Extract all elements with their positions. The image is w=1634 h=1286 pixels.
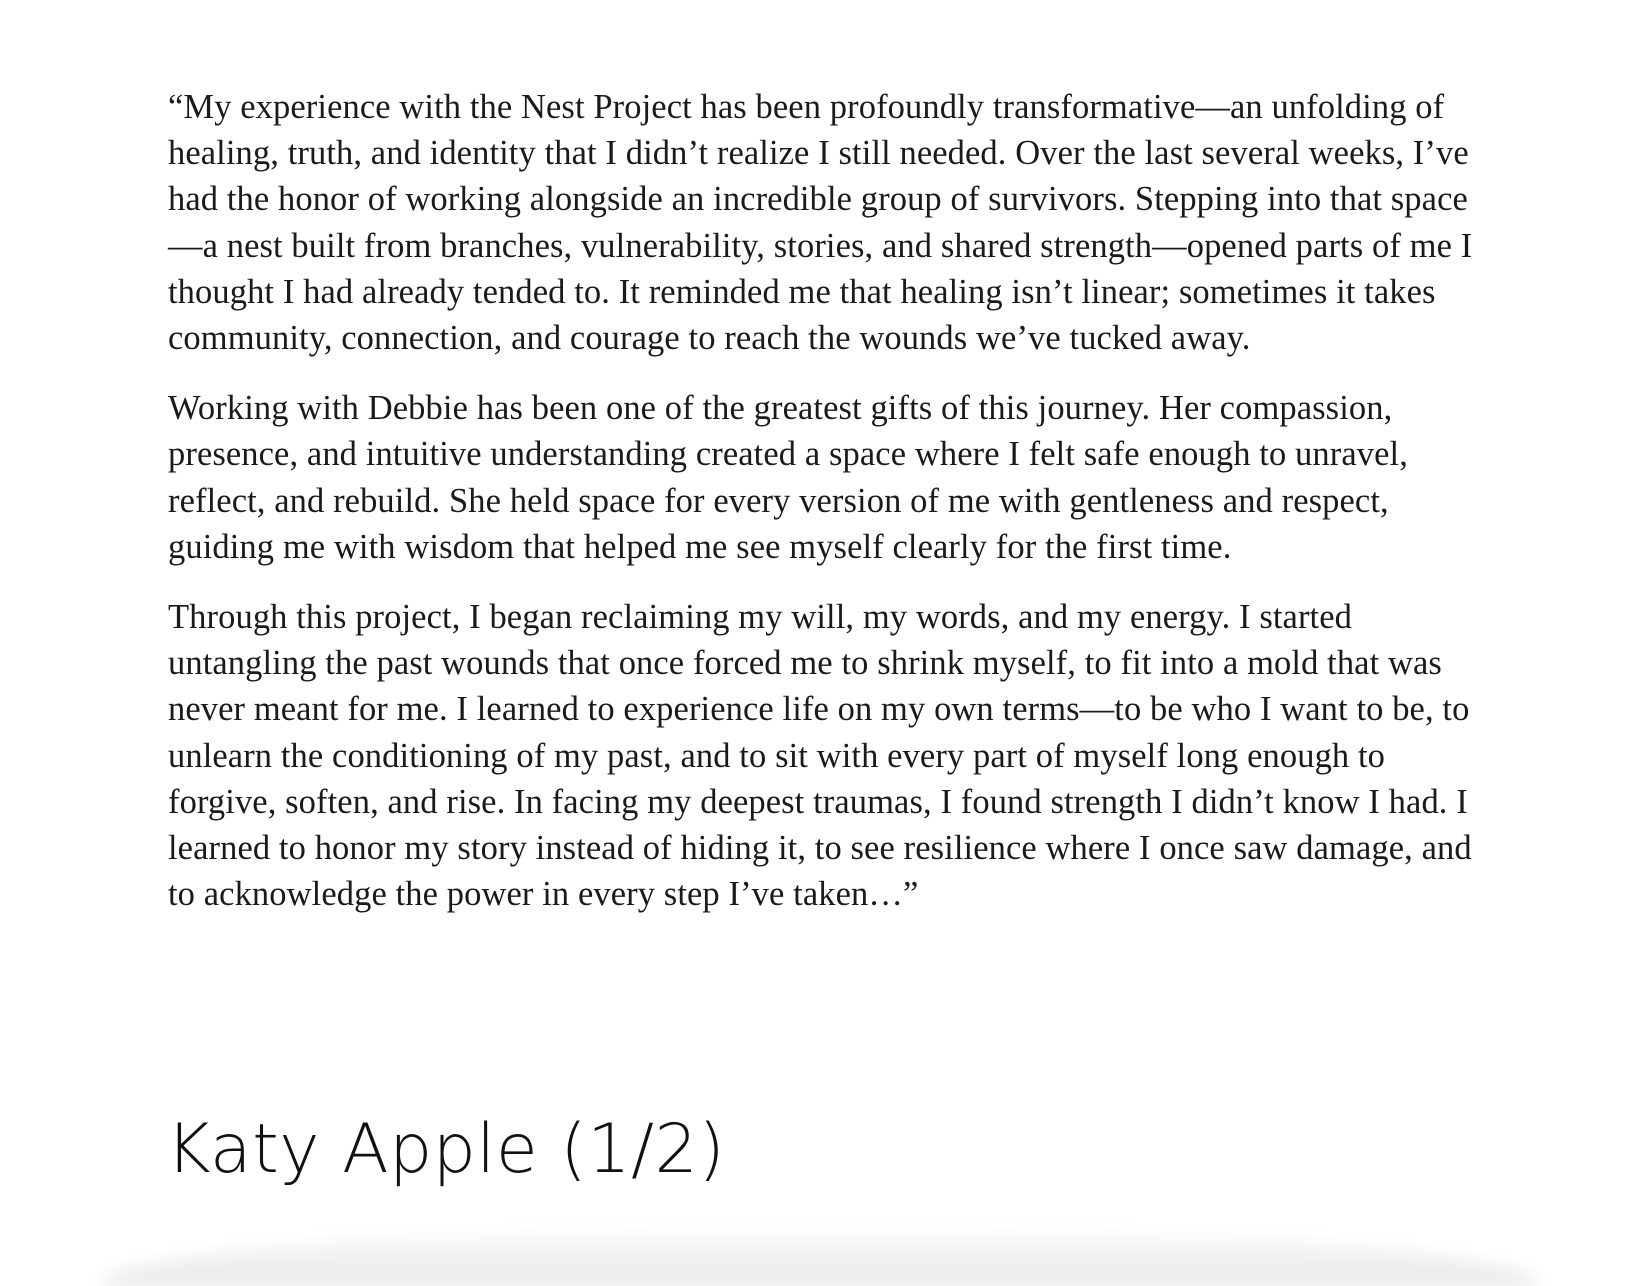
quote-paragraph-2: Working with Debbie has been one of the greatest gifts of this journey. Her compassion, presence, and intuitive understanding created a space where I felt safe enough to unravel, reflect, and rebuild. She held space for every version of me with gentleness and respect, guiding me with wisdom that helped me see myself clearly for the first time. [168, 389, 1408, 566]
quote-paragraph-1: “My experience with the Nest Project has been profoundly transformative—an unfolding of healing, truth, and identity that I didn’t realize I still needed. Over the last several weeks, I’ve had the honor of working alongside an incredible group of survivors. Stepping into that space—a nest built from branches, vulnerability, stories, and shared strength—opened parts of me I thought I had already tended to. It reminded me that healing isn’t linear; sometimes it takes community, connection, and courage to reach the wounds we’ve tucked away. [168, 88, 1473, 358]
quote-paragraph-3: Through this project, I began reclaiming my will, my words, and my energy. I started untangling the past wounds that once forced me to shrink myself, to fit into a mold that was never meant for me. I learned to experience life on my own terms—to be who I want to be, to unlearn the conditioning of my past, and to sit with every part of myself long enough to forgive, soften, and rise. In facing my deepest traumas, I found strength I didn’t know I had. I learned to honor my story instead of hiding it, to see resilience where I once saw damage, and to acknowledge the power in every step I’ve taken…” [168, 598, 1472, 914]
testimonial-author-name: Katy Apple (1/2) [166, 1110, 726, 1189]
card-shadow-divider [100, 1226, 1540, 1286]
testimonial-quote [168, 84, 1488, 941]
